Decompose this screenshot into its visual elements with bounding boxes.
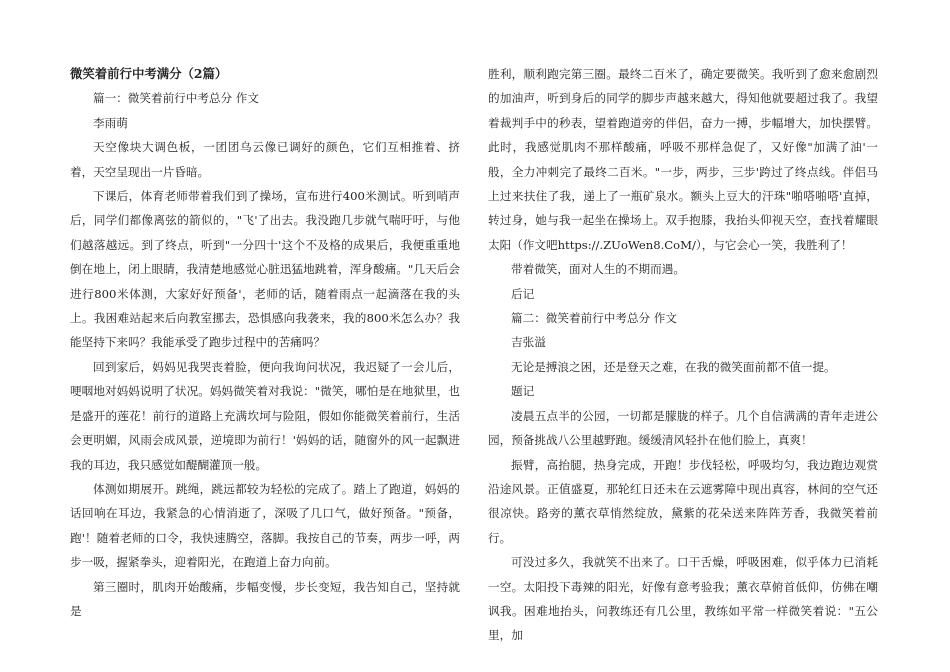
paragraph: 振臂，高抬腿，热身完成，开跑！步伐轻松，呼吸均匀，我边跑边观赏沿途风景。正值盛夏，那轮红日还未在云遮雾障中现出真容，林间的空气还很凉快。路旁的薰衣草悄然绽放，黛紫的花朵送来阵阵芳香，我微笑着前行。: [488, 457, 878, 545]
paragraph: 胜利，顺利跑完第三圈。最终二百米了，确定要微笑。我听到了愈来愈剧烈的加油声，听到身后的同学的脚步声越来越大，得知他就要超过我了。我望着裁判手中的秒表，望着跑道旁的伴侣，奋力一搏，步幅增大，加快摆臂。此时，我感觉肌肉不那样酸痛，呼吸不那样急促了，又好像"加满了油'一般，全力冲刺完了最终二百米。"一步，两步，三步'跨过了终点线。伴侣马上过来扶住了我，递上了一瓶矿泉水。额头上豆大的汗珠"啪嗒啪嗒'直掉，转过身，她与我一起坐在操场上。双手抱膝，我抬头仰视天空，查找着耀眼太阳（作文吧https://.ZUoWen8.CoM/），与它会心一笑，我胜利了！: [488, 67, 878, 252]
paragraph: 凌晨五点半的公园，一切都是朦胧的样子。几个自信满满的青年走进公园，预备挑战八公里越野跑。缓缓清风轻扑在他们脸上，真爽！: [488, 408, 878, 448]
author-name: 李雨萌: [93, 115, 128, 130]
paragraph: 第三圈时，肌肉开始酸痛，步幅变慢，步长变短，我告知自己，坚持就是: [70, 579, 460, 618]
epigraph-label: 题记: [511, 384, 535, 399]
section-heading: 篇二：微笑着前行中考总分 作文: [511, 311, 677, 326]
paragraph: 下课后，体育老师带着我们到了操场，宣布进行400米测试。听到哨声后，同学们都像离弦的箭似的，"飞'了出去。我没跑几步就气喘吁吁，与他们越落越远。到了终点，听到"一分四十'这个不及格的成果后，我便重重地倒在地上，闭上眼睛，我清楚地感觉心脏迅猛地跳着，浑身酸痛。"几天后会进行800米体测，大家好好预备'，老师的话，随着雨点一起滴落在我的头上。我困难站起来后向教室挪去，恐惧感向我袭来，我的800米怎么办？我能坚持下来吗？我能承受了跑步过程中的苦痛吗？: [70, 189, 460, 350]
right-column: [488, 62, 878, 648]
afterword-label: 后记: [511, 286, 535, 301]
paragraph: 篇一：微笑着前行中考总分 作文: [93, 91, 259, 106]
left-column: [70, 62, 460, 623]
document-title: 微笑着前行中考满分（2篇）: [70, 66, 228, 81]
paragraph: 回到家后，妈妈见我哭丧着脸，便向我询问状况，我迟疑了一会儿后，哽咽地对妈妈说明了状况。妈妈微笑着对我说："微笑，哪怕是在地狱里，也是盛开的莲花！前行的道路上充满坎坷与险阻，假如你能微笑着前行，生活会更明媚，风雨会成风景，逆境即为前行！'妈妈的话，随窗外的风一起飘进我的耳边，我只感觉如醍醐灌顶一般。: [70, 359, 460, 472]
paragraph: 天空像块大调色板，一团团乌云像已调好的颜色，它们互相推着、挤着，天空呈现出一片昏暗。: [70, 140, 460, 179]
paragraph: 可没过多久，我就笑不出来了。口干舌燥，呼吸困难，似乎体力已消耗一空。太阳投下毒辣的阳光，好像有意考验我；薰衣草俯首低仰，仿佛在嘲讽我。困难地抬头，问教练还有几公里，教练如平常一样微笑着说："五公里，加: [488, 555, 878, 643]
paragraph: 带着微笑，面对人生的不期而遇。: [511, 262, 685, 277]
paragraph: 体测如期展开。跳绳，跳远都较为轻松的完成了。踏上了跑道，妈妈的话回响在耳边，我紧急的心情消逝了，深吸了几口气，做好预备。"预备，跑'！随着老师的口令，我快速腾空，落脚。我按自己的节奏，两步一呼，两步一吸，握紧拳头，迎着阳光，在跑道上奋力向前。: [70, 481, 460, 570]
author-name: 吉张溢: [511, 335, 546, 350]
paragraph: 无论是搏浪之困，还是登天之难，在我的微笑面前都不值一提。: [511, 359, 836, 374]
